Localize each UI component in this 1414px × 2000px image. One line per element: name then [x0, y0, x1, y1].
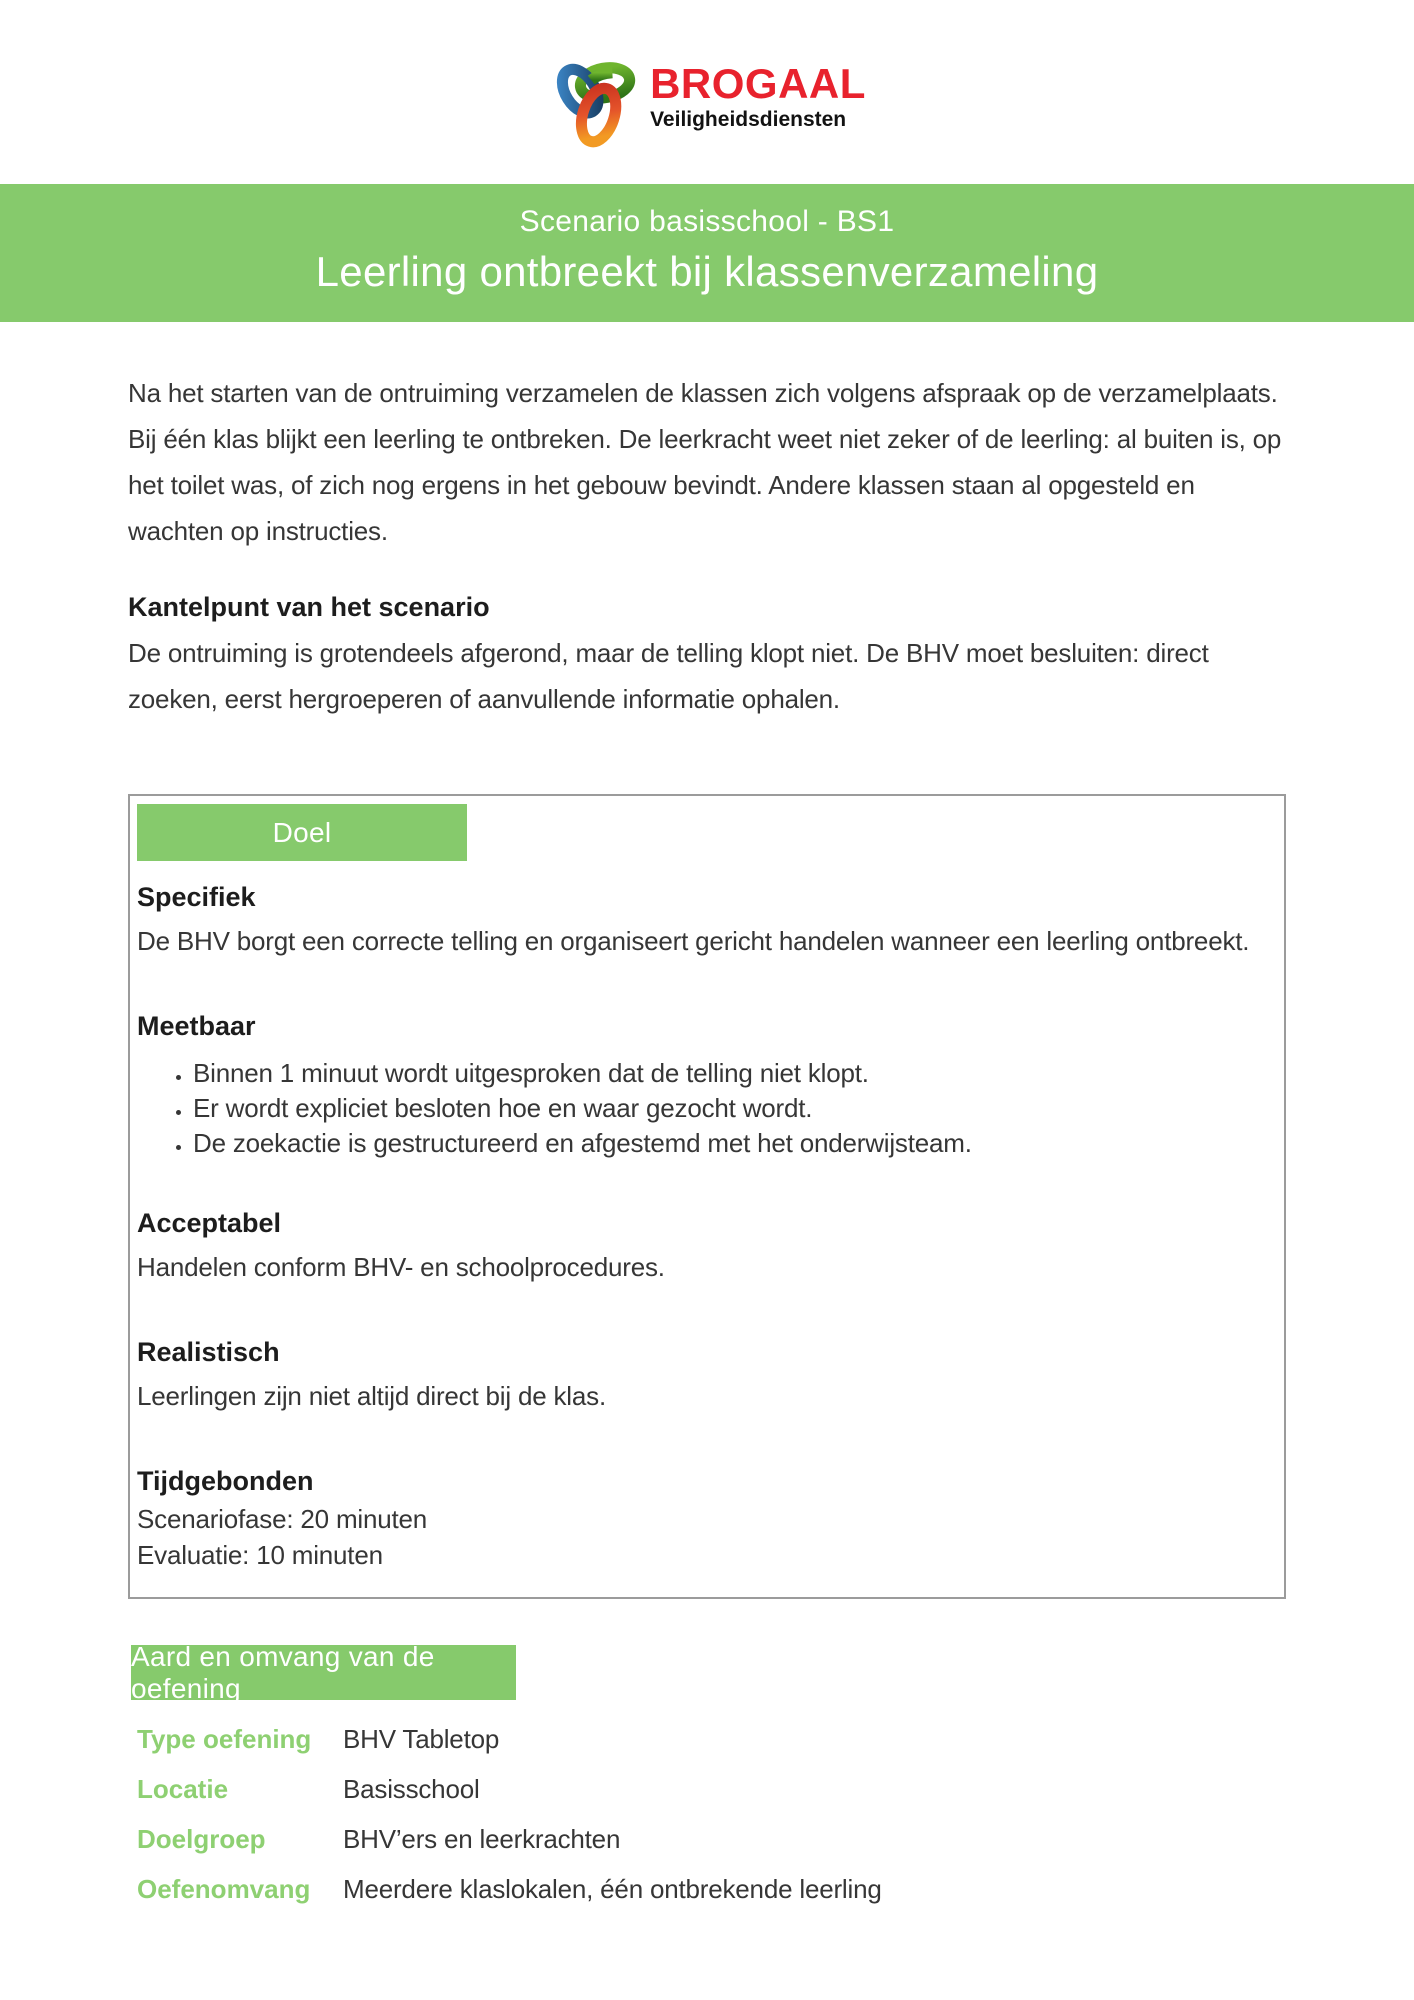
row-value-oefenomvang: Meerdere klaslokalen, één ontbrekende leerling: [343, 1873, 882, 1904]
kantelpunt-text: De ontruiming is grotendeels afgerond, maar de telling klopt niet. De BHV moet besluiten: direct zoeken, eerst hergroeperen of aanvullende informatie ophalen.: [128, 638, 1209, 714]
meetbaar-bullet-list: [137, 1056, 1258, 1161]
tijdgebonden-line-evaluatie: Evaluatie: 10 minuten: [137, 1540, 383, 1570]
scenario-title-band: [0, 184, 1414, 322]
logo-subtitle-text: Veiligheidsdiensten: [650, 108, 847, 131]
section-acceptabel: [137, 1203, 1258, 1290]
section-tijdgebonden: [137, 1461, 1258, 1573]
table-row: [128, 1814, 1286, 1864]
kantelpunt-heading: Kantelpunt van het scenario: [128, 592, 490, 622]
section-realistisch-title: Realistisch: [137, 1337, 280, 1367]
section-meetbaar-title: Meetbaar: [137, 1011, 256, 1041]
table-row: [128, 1864, 1286, 1914]
table-row: [128, 1764, 1286, 1814]
section-acceptabel-text: Handelen conform BHV- en schoolprocedures.: [137, 1252, 665, 1282]
row-label-locatie: Locatie: [137, 1773, 229, 1804]
doel-box: [128, 794, 1286, 1599]
document-content: [0, 370, 1414, 1914]
scenario-name-title: Leerling ontbreekt bij klassenverzameling: [315, 248, 1099, 295]
section-acceptabel-title: Acceptabel: [137, 1208, 282, 1238]
row-value-locatie: Basisschool: [343, 1773, 480, 1804]
row-value-doelgroep: BHV’ers en leerkrachten: [343, 1823, 621, 1854]
section-specifiek-text: De BHV borgt een correcte telling en organiseert gericht handelen wanneer een leerling ontbreekt.: [137, 926, 1250, 956]
intro-paragraph: Na het starten van de ontruiming verzamelen de klassen zich volgens afspraak op de verzamelplaats. Bij één klas blijkt een leerling te ontbreken. De leerkracht weet niet zeker of de leerling: al buiten is, op het toilet was, of zich nog ergens in het gebouw bevindt. Andere klassen staan al opgesteld en wachten op instructies.: [128, 378, 1282, 546]
row-label-type-oefening: Type oefening: [137, 1723, 312, 1754]
doel-label: Doel: [137, 804, 467, 861]
row-label-doelgroep: Doelgroep: [137, 1823, 266, 1854]
section-realistisch-text: Leerlingen zijn niet altijd direct bij de klas.: [137, 1381, 606, 1411]
bullet-item: • De zoekactie is gestructureerd en afgestemd met het onderwijsteam.: [193, 1126, 1258, 1161]
logo-brand-text: BROGAAL: [650, 60, 866, 107]
logo-text-block: [650, 62, 866, 133]
aard-en-omvang-label: Aard en omvang van de oefening: [131, 1645, 516, 1700]
section-realistisch: [137, 1332, 1258, 1419]
section-tijdgebonden-title: Tijdgebonden: [137, 1466, 314, 1496]
section-specifiek-title: Specifiek: [137, 882, 256, 912]
row-label-oefenomvang: Oefenomvang: [137, 1873, 311, 1904]
bullet-item: • Er wordt expliciet besloten hoe en waar gezocht wordt.: [193, 1091, 1258, 1126]
tijdgebonden-line-scenariofase: Scenariofase: 20 minuten: [137, 1504, 428, 1534]
bullet-item: • Binnen 1 minuut wordt uitgesproken dat de telling niet klopt.: [193, 1056, 1258, 1091]
scenario-code-title: Scenario basisschool - BS1: [519, 205, 895, 238]
row-value-type-oefening: BHV Tabletop: [343, 1723, 500, 1754]
trefoil-knot-icon: [548, 52, 640, 156]
brogaal-logo: [0, 50, 1414, 152]
section-specifiek: [137, 877, 1258, 964]
section-meetbaar: [137, 1006, 1258, 1161]
exercise-info-table: [128, 1714, 1286, 1914]
table-row: [128, 1714, 1286, 1764]
